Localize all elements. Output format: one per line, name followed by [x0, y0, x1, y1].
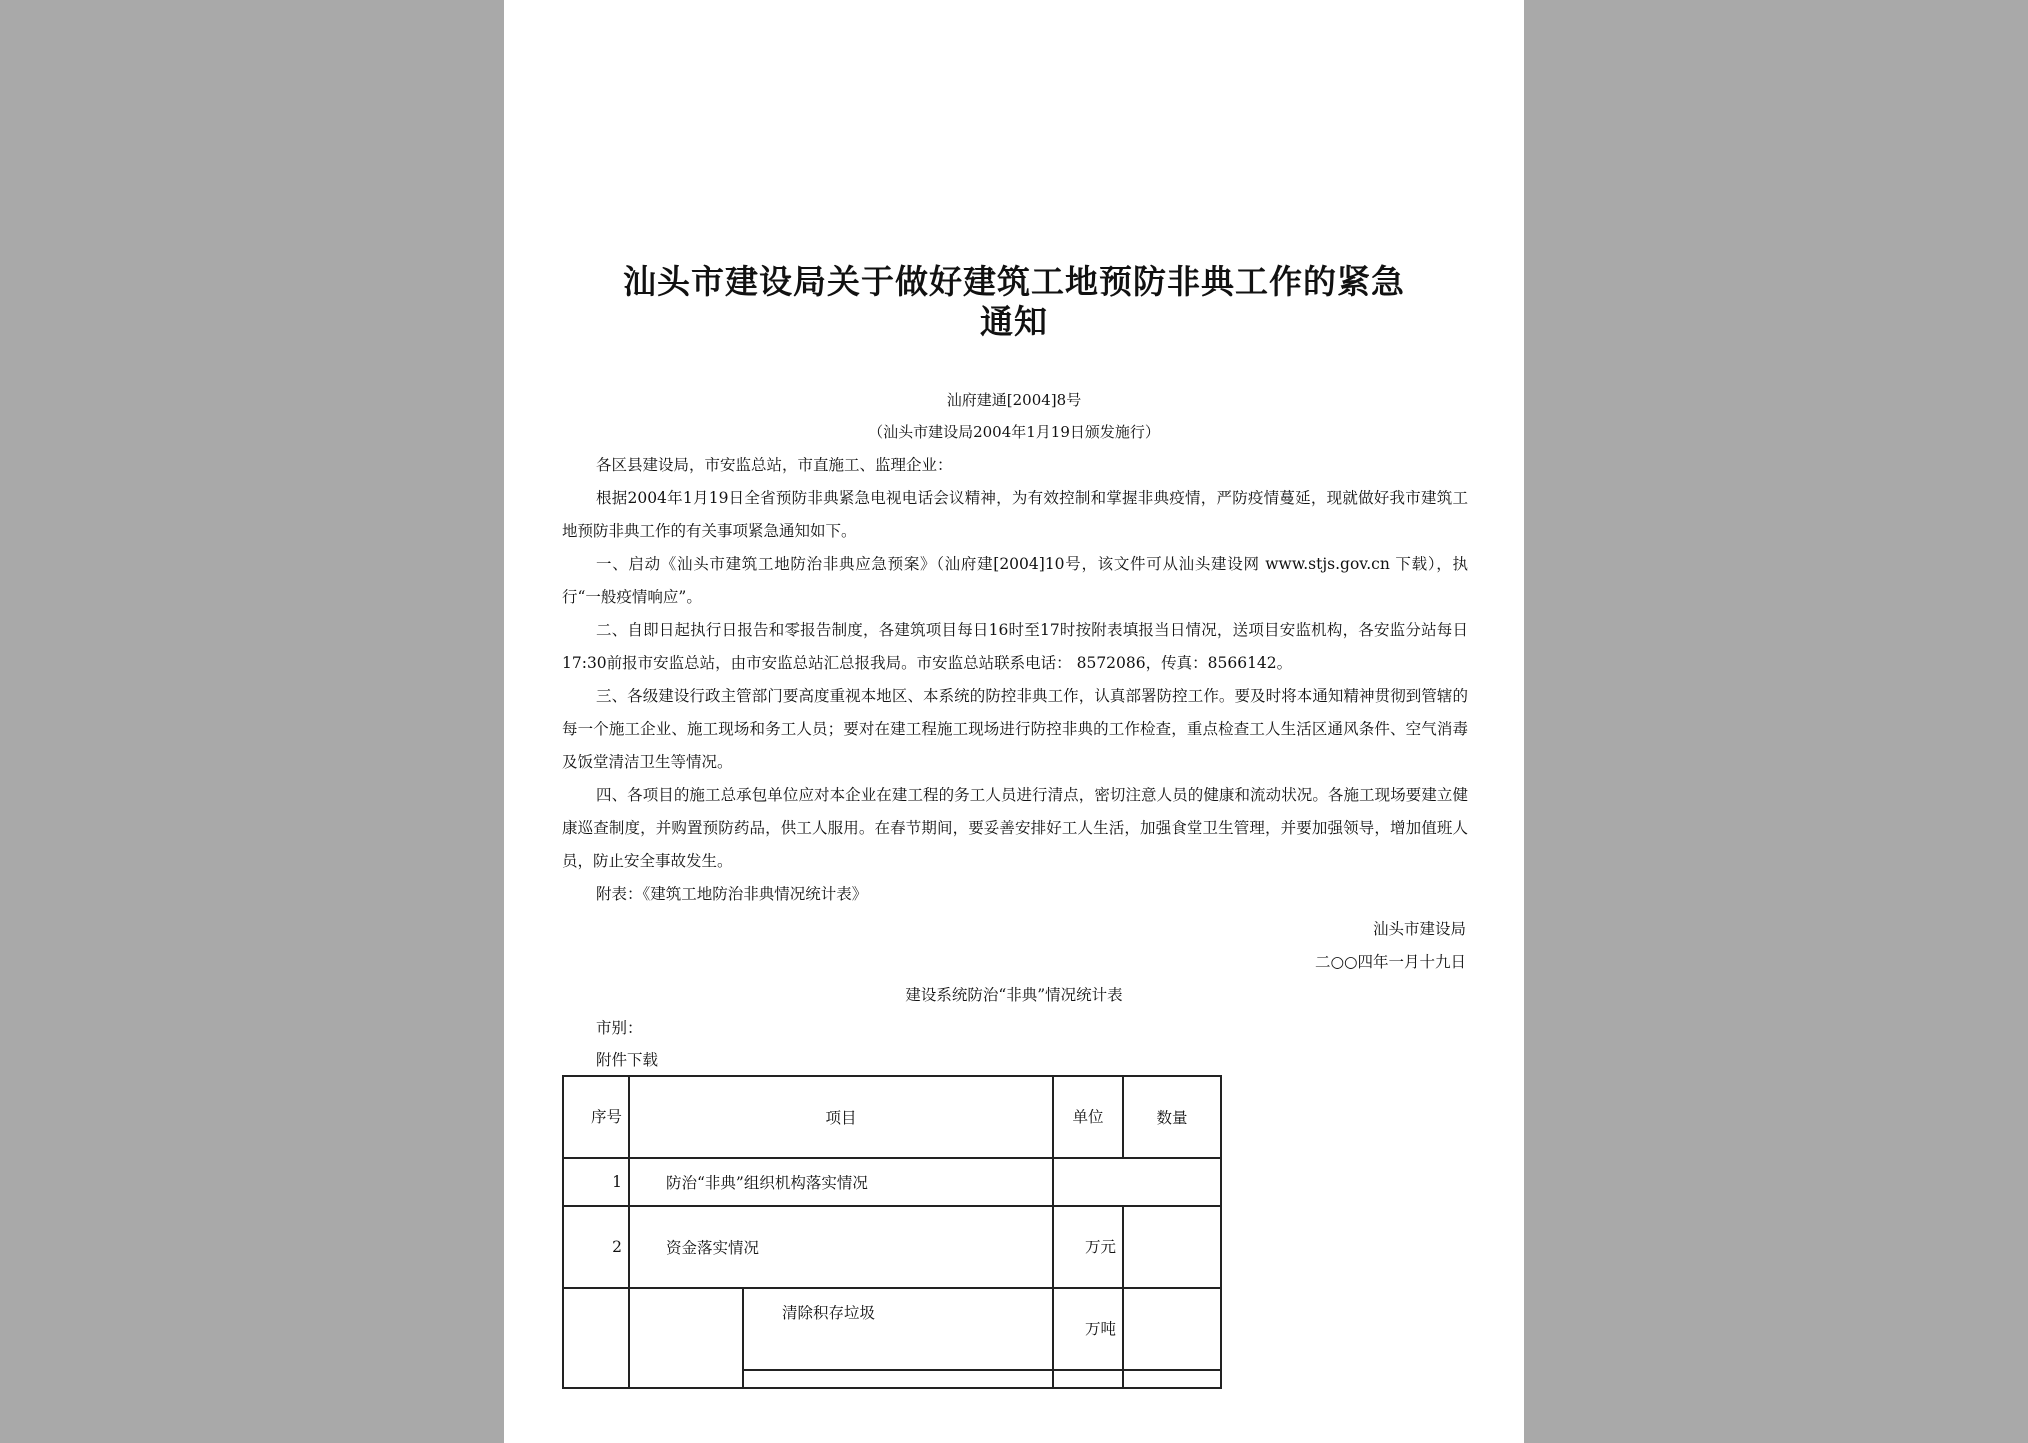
table-row [563, 1206, 1221, 1288]
table-title: 建设系统防治“非典”情况统计表 [905, 986, 1123, 1004]
statistics-table [562, 1075, 1222, 1389]
row-2-qty[interactable] [1123, 1206, 1221, 1288]
row-2-seq: 2 [563, 1206, 629, 1288]
row-4-unit [1053, 1370, 1123, 1388]
document-number: 汕府建通[2004]8号 [946, 391, 1082, 409]
table-row [563, 1158, 1221, 1206]
document-title [594, 262, 1434, 342]
row-3-qty[interactable] [1123, 1288, 1221, 1370]
title-line-1: 汕头市建设局关于做好建筑工地预防非典工作的紧急 [623, 262, 1405, 301]
row-3-seq [563, 1288, 629, 1388]
row-1-seq: 1 [563, 1158, 629, 1206]
title-line-2: 通知 [980, 302, 1048, 341]
header-item: 项目 [629, 1076, 1053, 1158]
table-header-row [563, 1076, 1221, 1158]
row-4-sub-item [743, 1370, 1053, 1388]
attachment-line: 附表：《建筑工地防治非典情况统计表》 [596, 885, 868, 903]
city-label: 市别： [596, 1019, 643, 1037]
row-2-unit: 万元 [1053, 1206, 1123, 1288]
signer: 汕头市建设局 [1372, 920, 1466, 938]
item-4-paragraph: 四、各项目的施工总承包单位应对本企业在建工程的务工人员进行清点，密切注意人员的健康和流动状况。各施工现场要建立健康巡查制度，并购置预防药品，供工人服用。在春节期间，要妥善安排好工人生活，加强食堂卫生管理，并要加强领导，增加值班人员，防止安全事故发生。 [562, 786, 1468, 870]
salutation: 各区县建设局，市安监总站，市直施工、监理企业： [596, 456, 953, 474]
row-1-blank [1053, 1158, 1221, 1206]
document-date: 二○○四年一月十九日 [1314, 953, 1466, 971]
header-unit: 单位 [1053, 1076, 1123, 1158]
row-3-category [629, 1288, 743, 1388]
intro-paragraph: 根据2004年1月19日全省预防非典紧急电视电话会议精神，为有效控制和掌握非典疫情，严防疫情蔓延，现就做好我市建筑工地预防非典工作的有关事项紧急通知如下。 [562, 489, 1468, 540]
document-page [504, 0, 1524, 1443]
header-seq: 序号 [563, 1076, 629, 1158]
header-qty: 数量 [1123, 1076, 1221, 1158]
attachment-download-link[interactable]: 附件下载 [596, 1051, 659, 1069]
item-1-paragraph: 一、启动《汕头市建筑工地防治非典应急预案》（汕府建[2004]10号，该文件可从汕头建设网 www.stjs.gov.cn 下载），执行“一般疫情响应”。 [562, 555, 1468, 606]
row-3-sub-item: 清除积存垃圾 [743, 1288, 1053, 1370]
issue-note: （汕头市建设局2004年1月19日颁发施行） [868, 423, 1160, 441]
row-1-item: 防治“非典”组织机构落实情况 [629, 1158, 1053, 1206]
table-row [563, 1288, 1221, 1370]
row-2-item: 资金落实情况 [629, 1206, 1053, 1288]
row-3-unit: 万吨 [1053, 1288, 1123, 1370]
item-3-paragraph: 三、各级建设行政主管部门要高度重视本地区、本系统的防控非典工作，认真部署防控工作。要及时将本通知精神贯彻到管辖的每一个施工企业、施工现场和务工人员；要对在建工程施工现场进行防控非典的工作检查，重点检查工人生活区通风条件、空气消毒及饭堂清洁卫生等情况。 [562, 687, 1468, 771]
row-4-qty[interactable] [1123, 1370, 1221, 1388]
item-2-paragraph: 二、自即日起执行日报告和零报告制度，各建筑项目每日16时至17时按附表填报当日情况，送项目安监机构，各安监分站每日17:30前报市安监总站，由市安监总站汇总报我局。市安监总站联系电话： 8572086，传真：8566142。 [562, 621, 1468, 672]
